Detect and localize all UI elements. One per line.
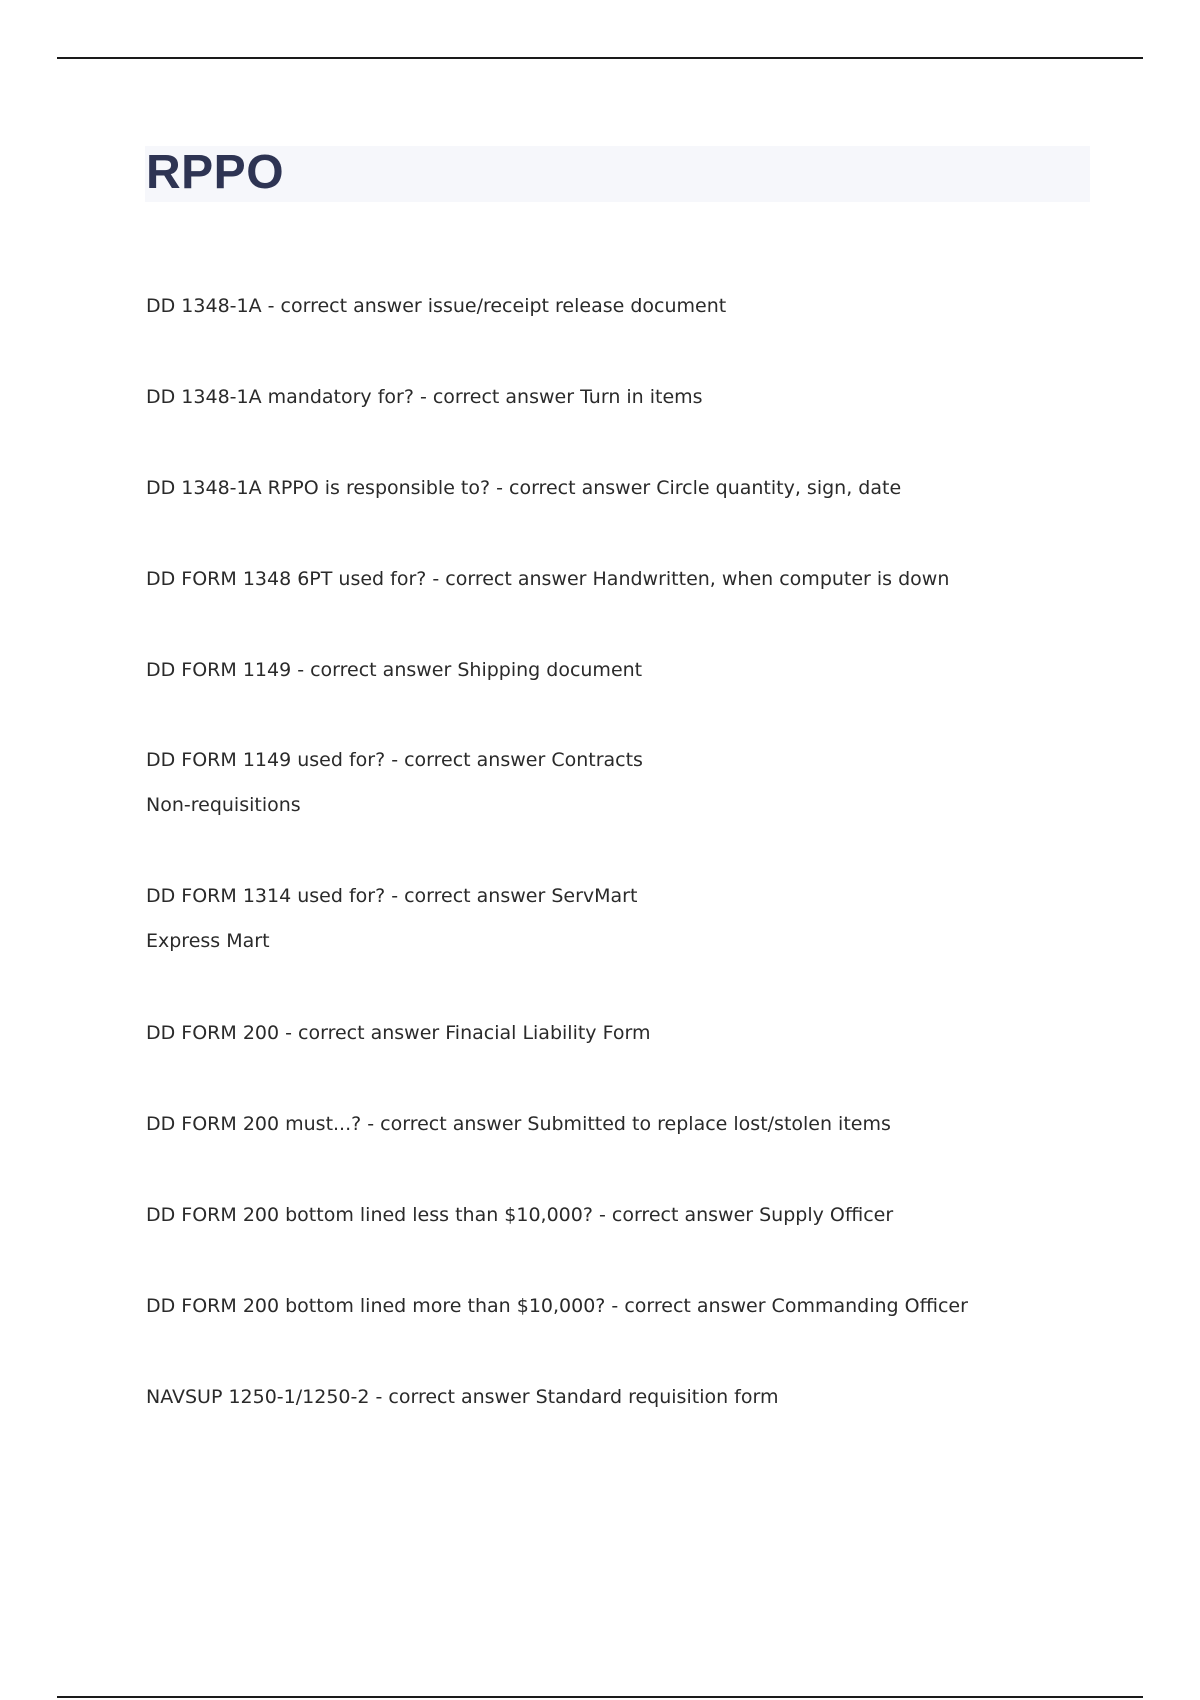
qa-text-continuation: Non-requisitions: [146, 794, 301, 816]
qa-item: [146, 1202, 893, 1228]
qa-text: DD FORM 1348 6PT used for? - correct answer Handwritten, when computer is down: [146, 568, 950, 590]
bottom-rule: [57, 1696, 1143, 1698]
qa-item: [146, 747, 643, 818]
qa-text: DD FORM 1314 used for? - correct answer ServMart: [146, 885, 638, 907]
qa-text: DD 1348-1A mandatory for? - correct answer Turn in items: [146, 386, 703, 408]
qa-item: [146, 293, 726, 319]
qa-text: DD 1348-1A - correct answer issue/receipt release document: [146, 295, 727, 317]
qa-item: [146, 566, 949, 592]
qa-text: DD 1348-1A RPPO is responsible to? - correct answer Circle quantity, sign, date: [146, 477, 902, 499]
page-title: RPPO: [146, 146, 285, 199]
qa-text: DD FORM 200 - correct answer Finacial Liability Form: [146, 1022, 651, 1044]
qa-text: DD FORM 1149 used for? - correct answer Contracts: [146, 749, 643, 771]
qa-text: DD FORM 200 bottom lined less than $10,000? - correct answer Supply Officer: [146, 1204, 894, 1226]
qa-item: [146, 883, 637, 954]
qa-text: DD FORM 200 must...? - correct answer Submitted to replace lost/stolen items: [146, 1113, 891, 1135]
qa-text: NAVSUP 1250-1/1250-2 - correct answer Standard requisition form: [146, 1386, 779, 1408]
qa-item: [146, 657, 642, 683]
qa-text: DD FORM 1149 - correct answer Shipping document: [146, 659, 643, 681]
qa-item: [146, 384, 703, 410]
qa-item: [146, 1020, 650, 1046]
qa-item: [146, 1384, 778, 1410]
qa-text: DD FORM 200 bottom lined more than $10,000? - correct answer Commanding Officer: [146, 1295, 968, 1317]
title-band: [145, 146, 1090, 202]
qa-item: [146, 1293, 968, 1319]
qa-item: [146, 475, 901, 501]
qa-text-continuation: Express Mart: [146, 930, 270, 952]
top-rule: [57, 57, 1143, 59]
qa-item: [146, 1111, 891, 1137]
